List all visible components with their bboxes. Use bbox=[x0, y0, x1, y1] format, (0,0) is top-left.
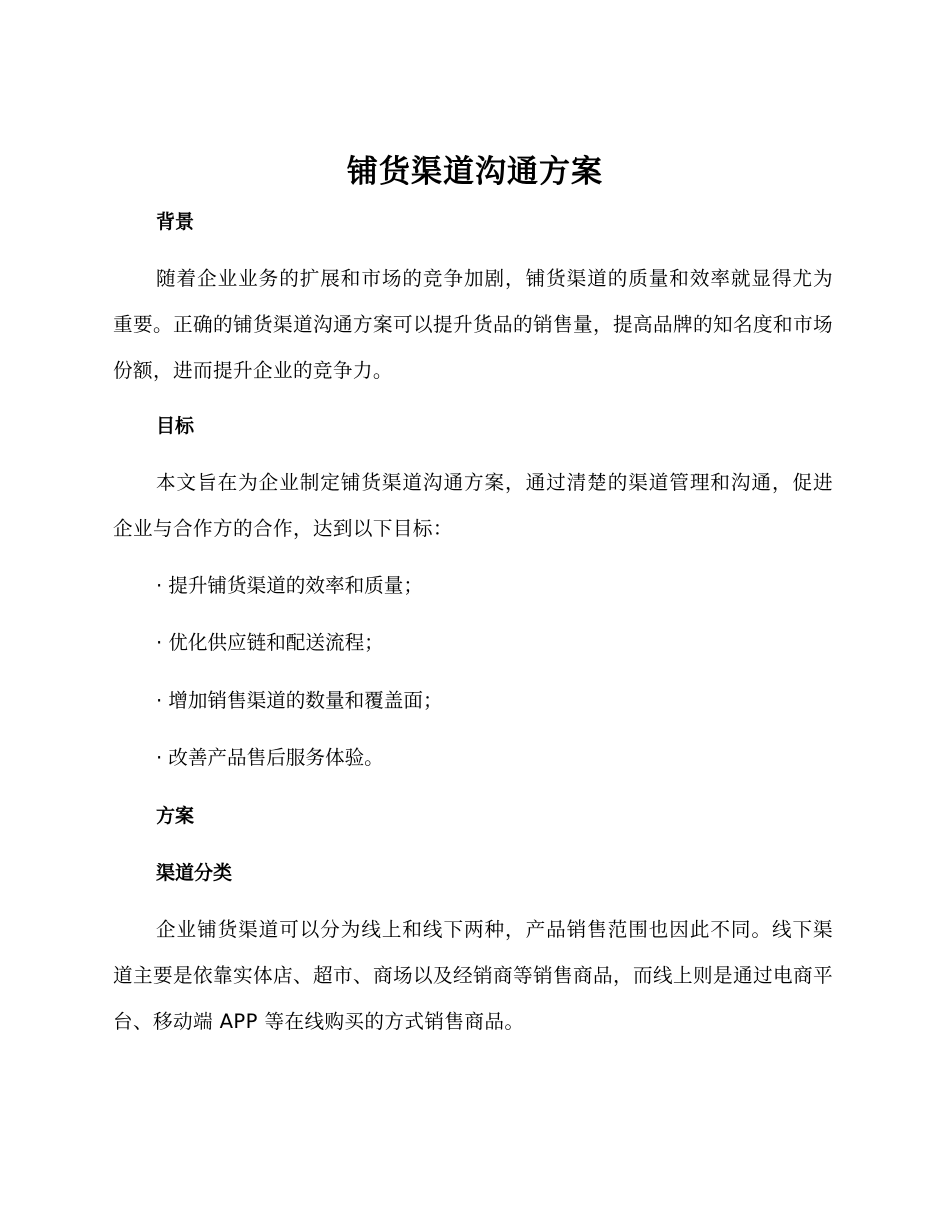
bullet-marker: · bbox=[156, 689, 163, 712]
bullet-marker: · bbox=[156, 746, 163, 769]
paragraph-channel-classification: 企业铺货渠道可以分为线上和线下两种，产品销售范围也因此不同。线下渠道主要是依靠实体店、超市、商场以及经销商等销售商品，而线上则是通过电商平台、移动端 APP 等在线购买的方式销售商品。 bbox=[113, 918, 833, 1033]
section-heading-background: 背景 bbox=[156, 211, 195, 233]
list-item-text: 增加销售渠道的数量和覆盖面； bbox=[168, 689, 443, 712]
list-item-text: 改善产品售后服务体验。 bbox=[168, 746, 384, 769]
bullet-marker: · bbox=[156, 631, 163, 654]
section-heading-channel-classification: 渠道分类 bbox=[156, 862, 233, 884]
section-heading-plan: 方案 bbox=[156, 805, 195, 827]
list-item-text: 提升铺货渠道的效率和质量； bbox=[168, 574, 423, 597]
paragraph-background: 随着企业业务的扩展和市场的竞争加剧，铺货渠道的质量和效率就显得尤为重要。正确的铺货渠道沟通方案可以提升货品的销售量，提高品牌的知名度和市场份额，进而提升企业的竞争力。 bbox=[113, 267, 833, 382]
list-item bbox=[156, 628, 384, 658]
list-item bbox=[156, 743, 384, 773]
list-item bbox=[156, 686, 443, 716]
paragraph-goals: 本文旨在为企业制定铺货渠道沟通方案，通过清楚的渠道管理和沟通，促进企业与合作方的合作，达到以下目标： bbox=[113, 471, 833, 540]
list-item-text: 优化供应链和配送流程； bbox=[168, 631, 384, 654]
bullet-marker: · bbox=[156, 574, 163, 597]
list-item bbox=[156, 571, 423, 601]
document-title: 铺货渠道沟通方案 bbox=[347, 154, 603, 190]
section-heading-goals: 目标 bbox=[156, 415, 195, 437]
